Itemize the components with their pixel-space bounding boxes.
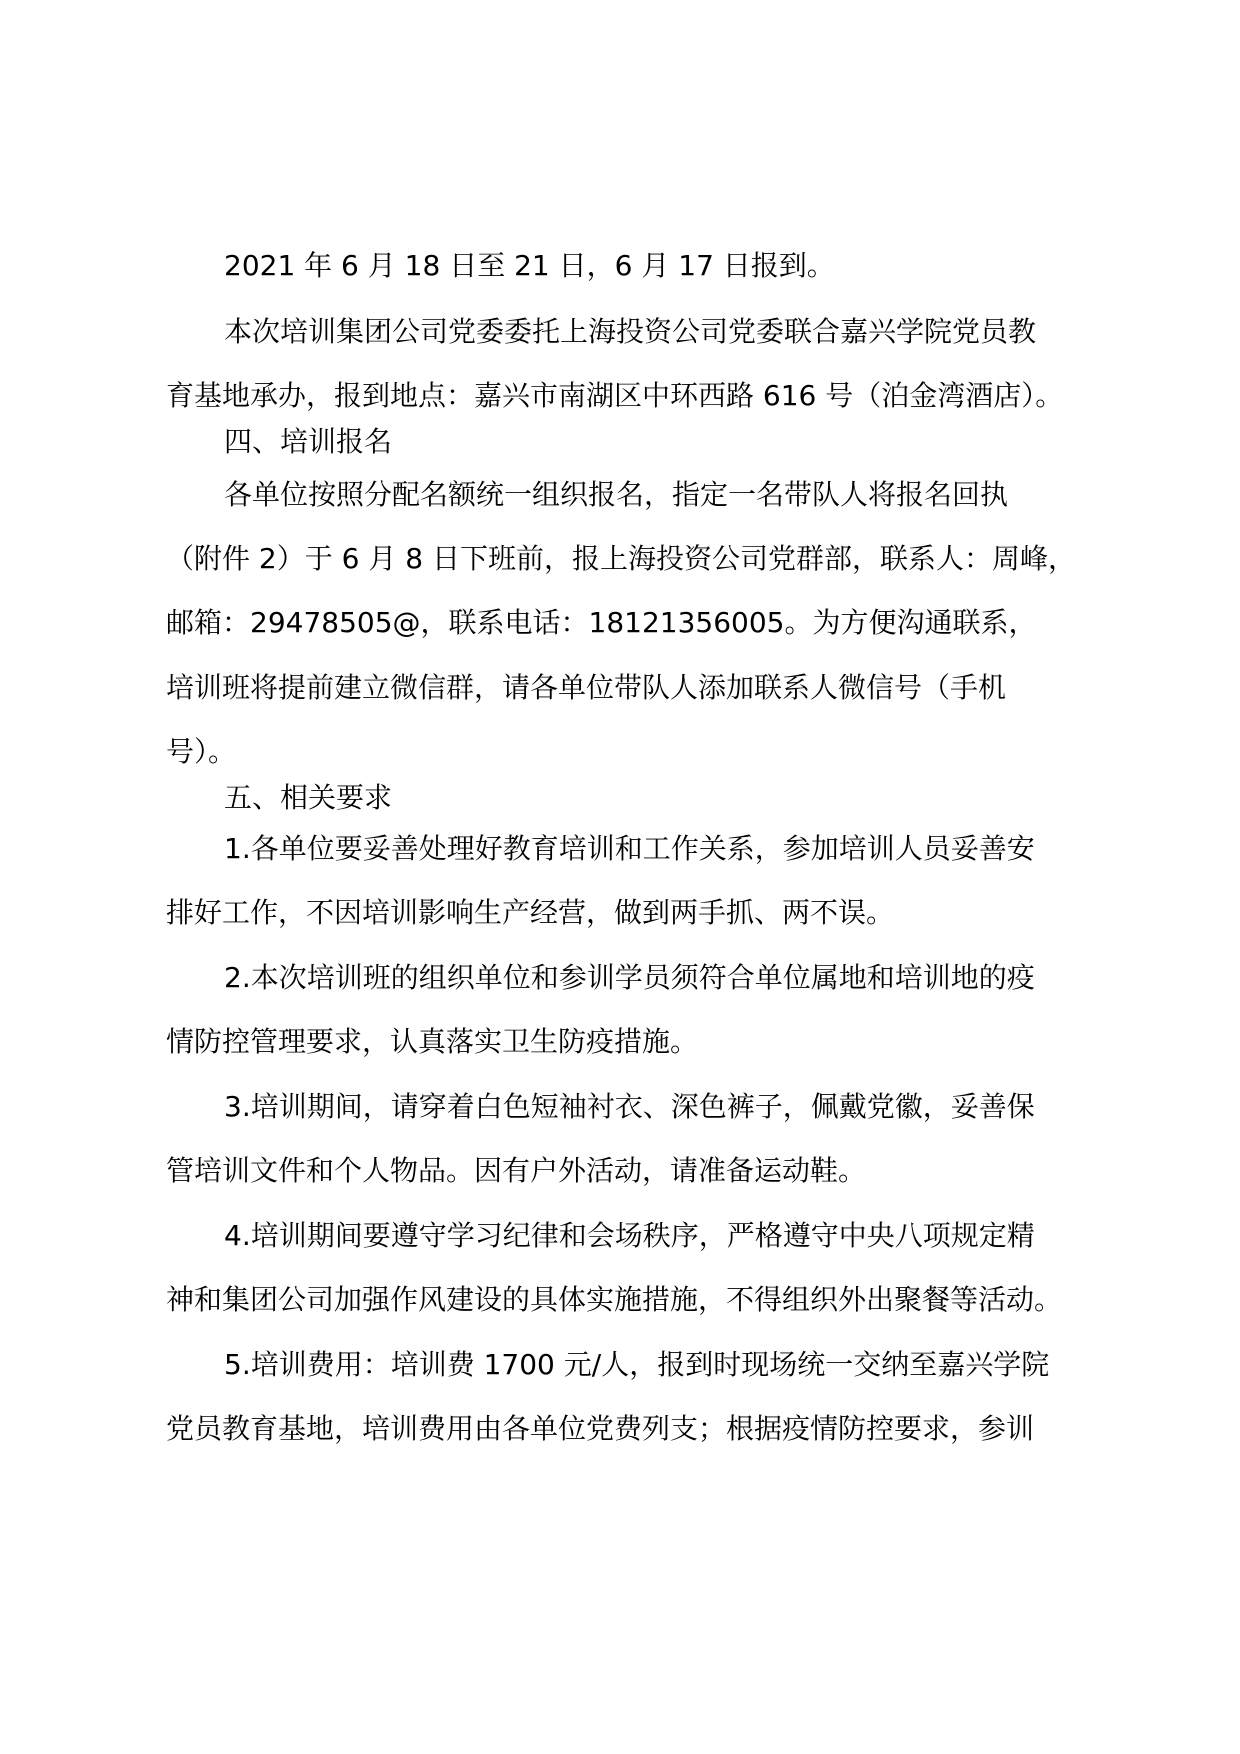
- text-line-req4-b: 神和集团公司加强作风建设的具体实施措施，不得组织外出聚餐等活动。: [166, 1283, 1063, 1316]
- text-line-registration-2: （附件 2）于 6 月 8 日下班前，报上海投资公司党群部，联系人：周峰，: [166, 542, 1076, 575]
- text-line-host: 本次培训集团公司党委委托上海投资公司党委联合嘉兴学院党员教: [224, 315, 1037, 348]
- text-line-address: 育基地承办，报到地点：嘉兴市南湖区中环西路 616 号（泊金湾酒店）。: [166, 379, 1064, 412]
- text-line-req2-b: 情防控管理要求，认真落实卫生防疫措施。: [166, 1025, 699, 1058]
- text-line-req3-a: 3.培训期间，请穿着白色短袖衬衣、深色裤子，佩戴党徽，妥善保: [224, 1090, 1035, 1123]
- text-line-wechat: 培训班将提前建立微信群，请各单位带队人添加联系人微信号（手机: [166, 671, 1007, 704]
- section-heading-requirements: 五、相关要求: [224, 781, 393, 814]
- text-line-req4-a: 4.培训期间要遵守学习纪律和会场秩序，严格遵守中央八项规定精: [224, 1219, 1035, 1252]
- section-heading-registration: 四、培训报名: [224, 425, 393, 458]
- text-line-req2-a: 2.本次培训班的组织单位和参训学员须符合单位属地和培训地的疫: [224, 961, 1035, 994]
- text-line-req1-a: 1.各单位要妥善处理好教育培训和工作关系，参加培训人员妥善安: [224, 832, 1035, 865]
- text-line-wechat-end: 号）。: [166, 735, 237, 768]
- text-line-req3-b: 管培训文件和个人物品。因有户外活动，请准备运动鞋。: [166, 1154, 867, 1187]
- text-line-contact: 邮箱：29478505@，联系电话：18121356005。为方便沟通联系，: [166, 606, 1037, 639]
- text-line-req5-a: 5.培训费用：培训费 1700 元/人，报到时现场统一交纳至嘉兴学院: [224, 1348, 1050, 1381]
- text-line-date: 2021 年 6 月 18 日至 21 日，6 月 17 日报到。: [224, 249, 835, 282]
- text-line-req1-b: 排好工作，不因培训影响生产经营，做到两手抓、两不误。: [166, 896, 895, 929]
- text-line-req5-b: 党员教育基地，培训费用由各单位党费列支；根据疫情防控要求，参训: [166, 1412, 1035, 1445]
- text-line-registration-1: 各单位按照分配名额统一组织报名，指定一名带队人将报名回执: [224, 478, 1009, 511]
